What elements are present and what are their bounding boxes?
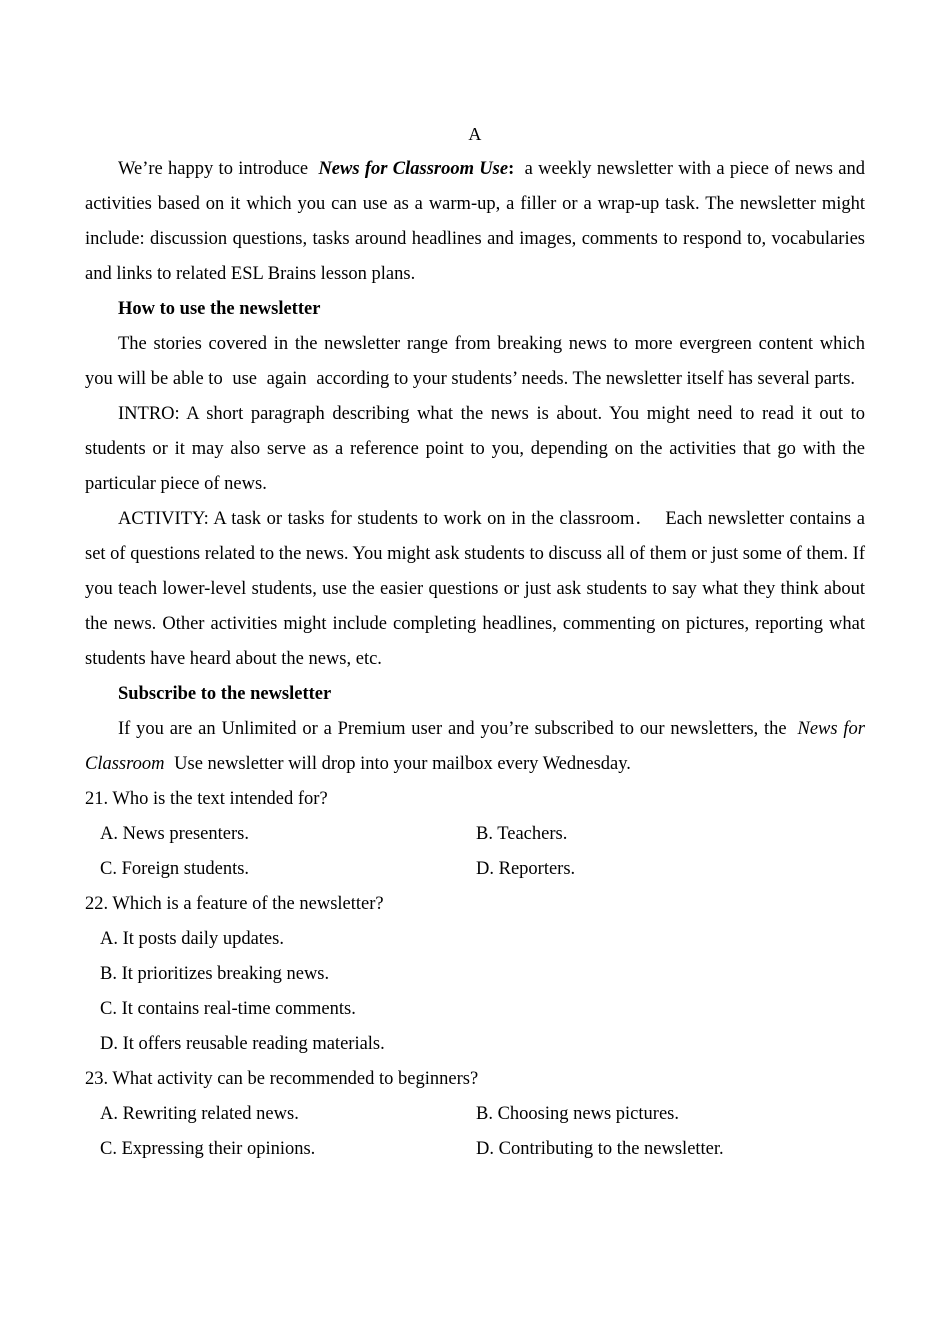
intro-section-paragraph: INTRO: A short paragraph describing what the news is about. You might need to read it out to students or it may also serve as a reference point to you, depending on the activities that go with the particular piece of news.	[85, 404, 865, 494]
question-23-options-row-1	[85, 1097, 865, 1132]
question-23-option-a[interactable]: A. Rewriting related news.	[100, 1104, 299, 1124]
question-23	[85, 1062, 865, 1167]
how-to-body-first: The stories covered in the newsletter range from breaking news to more evergreen content which you will be able to	[85, 334, 865, 389]
subscribe-title-emphasis: News for Classroom	[85, 719, 866, 774]
how-to-body-use-word: use	[232, 369, 257, 389]
intro-colon: :	[508, 159, 515, 179]
intro-rest-text: a weekly newsletter with a piece of news and activities based on it which you can use as a warm-up, a filler or a wrap-up task. The newsletter might include: discussion questions, tasks around headlines and images, comments to respond to, vocabularies and links to related ESL Brains lesson plans.	[85, 159, 865, 284]
activity-fullwidth-period: ．	[634, 509, 655, 529]
question-21-option-d[interactable]: D. Reporters.	[476, 859, 576, 879]
question-23-option-c[interactable]: C. Expressing their opinions.	[100, 1139, 316, 1159]
question-21-option-c[interactable]: C. Foreign students.	[100, 859, 250, 879]
subscribe-body-second: Use newsletter will drop into your mailbox every Wednesday.	[174, 754, 631, 774]
intro-lead-text: We’re happy to introduce	[118, 159, 309, 179]
question-23-options-row-2	[85, 1132, 865, 1167]
activity-body-second: Each newsletter contains a set of questions related to the news. You might ask students to discuss all of them or just some of them. If you teach lower-level students, use the easier questions or just ask students to say what they think about the news. Other activities might include completing headlines, commenting on pictures, reporting what students have heard about the news, etc.	[85, 509, 866, 669]
question-21-options-row-2	[85, 852, 865, 887]
question-23-stem: 23. What activity can be recommended to beginners?	[85, 1069, 479, 1089]
section-letter-heading: A	[468, 124, 482, 144]
activity-section-paragraph	[85, 502, 865, 677]
how-to-use-paragraph	[85, 327, 865, 397]
subscribe-body-first: If you are an Unlimited or a Premium user and you’re subscribed to our newsletters, the	[118, 719, 787, 739]
newsletter-title-emphasis: News for Classroom Use	[318, 159, 509, 179]
document-content	[85, 0, 865, 1167]
how-to-body-second: according to your students’ needs. The newsletter itself has several parts.	[316, 369, 856, 389]
question-21-option-a[interactable]: A. News presenters.	[100, 824, 249, 844]
question-21-option-b[interactable]: B. Teachers.	[476, 824, 568, 844]
question-22-option-d[interactable]: D. It offers reusable reading materials.	[100, 1034, 385, 1054]
question-22-stem: 22. Which is a feature of the newsletter?	[85, 894, 384, 914]
how-to-body-again-word: again	[266, 369, 307, 389]
question-21-options-row-1	[85, 817, 865, 852]
question-21-stem: 21. Who is the text intended for?	[85, 789, 328, 809]
question-22-option-c[interactable]: C. It contains real-time comments.	[100, 999, 356, 1019]
question-23-option-d[interactable]: D. Contributing to the newsletter.	[476, 1139, 724, 1159]
subscribe-paragraph	[85, 712, 865, 782]
activity-body-first: ACTIVITY: A task or tasks for students to work on in the classroom	[118, 509, 635, 529]
question-22	[85, 887, 865, 1062]
heading-how-to-use: How to use the newsletter	[118, 299, 321, 319]
question-23-option-b[interactable]: B. Choosing news pictures.	[476, 1104, 679, 1124]
question-22-option-a[interactable]: A. It posts daily updates.	[100, 929, 284, 949]
question-22-option-b[interactable]: B. It prioritizes breaking news.	[100, 964, 330, 984]
intro-paragraph	[85, 152, 865, 292]
question-21	[85, 782, 865, 887]
heading-subscribe: Subscribe to the newsletter	[118, 684, 332, 704]
